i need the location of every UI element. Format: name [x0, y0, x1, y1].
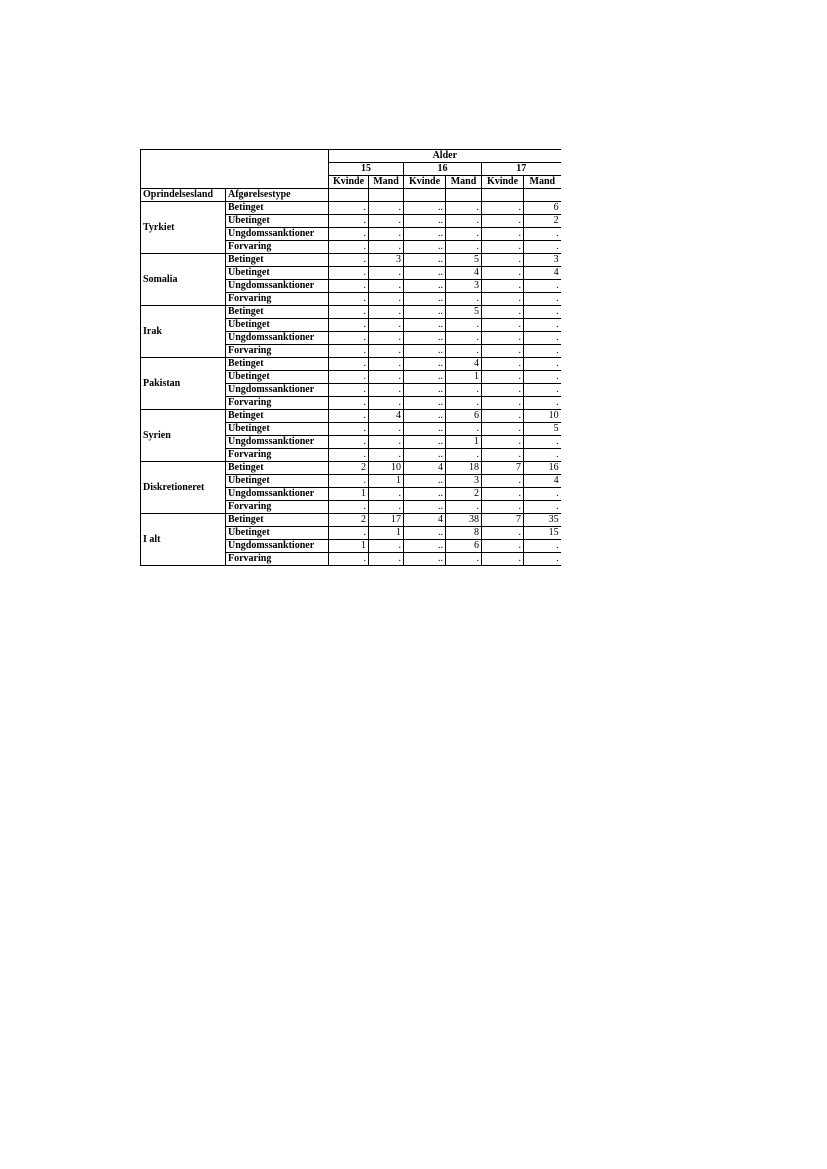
value-cell: .: [482, 280, 524, 293]
value-cell: .: [524, 371, 561, 384]
value-cell: .: [482, 410, 524, 423]
value-cell: .: [482, 475, 524, 488]
value-cell: .: [369, 306, 404, 319]
value-cell: .: [329, 254, 369, 267]
value-cell: ..: [404, 267, 446, 280]
value-cell: .: [329, 384, 369, 397]
decision-type-label: Betinget: [226, 514, 329, 527]
header-empty: [446, 189, 482, 202]
value-cell: .: [329, 306, 369, 319]
value-cell: .: [446, 384, 482, 397]
value-cell: .: [446, 553, 482, 566]
value-cell: ..: [404, 540, 446, 553]
value-cell: .: [524, 358, 561, 371]
value-cell: 2: [446, 488, 482, 501]
decision-type-label: Forvaring: [226, 553, 329, 566]
value-cell: .: [329, 345, 369, 358]
header-sex: Mand: [369, 176, 404, 189]
value-cell: .: [524, 306, 561, 319]
header-alder: Alder: [329, 150, 561, 163]
value-cell: .: [369, 553, 404, 566]
value-cell: .: [482, 345, 524, 358]
value-cell: 7: [482, 514, 524, 527]
header-sex: Mand: [446, 176, 482, 189]
decision-type-label: Ungdomssanktioner: [226, 332, 329, 345]
value-cell: .: [524, 319, 561, 332]
value-cell: ..: [404, 345, 446, 358]
value-cell: .: [482, 553, 524, 566]
value-cell: .: [329, 241, 369, 254]
value-cell: ..: [404, 215, 446, 228]
value-cell: 4: [524, 267, 561, 280]
header-country-column: Oprindelsesland: [141, 189, 226, 202]
decision-type-label: Ungdomssanktioner: [226, 436, 329, 449]
table-header: [141, 150, 561, 202]
value-cell: .: [369, 371, 404, 384]
value-cell: .: [446, 397, 482, 410]
value-cell: ..: [404, 423, 446, 436]
decision-type-label: Forvaring: [226, 293, 329, 306]
value-cell: 4: [446, 358, 482, 371]
decision-type-label: Ubetinget: [226, 267, 329, 280]
country-label: Irak: [141, 306, 226, 358]
value-cell: .: [482, 293, 524, 306]
value-cell: 4: [524, 475, 561, 488]
value-cell: .: [524, 332, 561, 345]
value-cell: .: [369, 345, 404, 358]
country-label: Pakistan: [141, 358, 226, 410]
value-cell: .: [482, 267, 524, 280]
decision-type-label: Ungdomssanktioner: [226, 540, 329, 553]
value-cell: ..: [404, 306, 446, 319]
value-cell: ..: [404, 293, 446, 306]
value-cell: 4: [446, 267, 482, 280]
value-cell: .: [524, 540, 561, 553]
country-label: I alt: [141, 514, 226, 566]
value-cell: 35: [524, 514, 561, 527]
decision-type-label: Betinget: [226, 202, 329, 215]
value-cell: .: [369, 319, 404, 332]
value-cell: 2: [329, 514, 369, 527]
value-cell: .: [482, 215, 524, 228]
decision-type-label: Ubetinget: [226, 475, 329, 488]
value-cell: .: [369, 202, 404, 215]
value-cell: ..: [404, 488, 446, 501]
value-cell: .: [369, 228, 404, 241]
value-cell: ..: [404, 527, 446, 540]
value-cell: .: [329, 423, 369, 436]
value-cell: 6: [446, 410, 482, 423]
value-cell: .: [369, 423, 404, 436]
header-type-column: Afgørelsestype: [226, 189, 329, 202]
value-cell: ..: [404, 449, 446, 462]
value-cell: 10: [369, 462, 404, 475]
value-cell: .: [524, 384, 561, 397]
value-cell: .: [482, 371, 524, 384]
value-cell: ..: [404, 332, 446, 345]
value-cell: .: [329, 475, 369, 488]
table-row: [141, 410, 561, 423]
header-age-16: 16: [404, 163, 482, 176]
statistics-table: [140, 149, 561, 566]
value-cell: ..: [404, 501, 446, 514]
value-cell: ..: [404, 553, 446, 566]
decision-type-label: Ubetinget: [226, 527, 329, 540]
header-empty: [329, 189, 369, 202]
table-row: [141, 358, 561, 371]
value-cell: .: [524, 228, 561, 241]
decision-type-label: Forvaring: [226, 501, 329, 514]
value-cell: 3: [446, 280, 482, 293]
value-cell: .: [369, 488, 404, 501]
value-cell: 5: [524, 423, 561, 436]
value-cell: .: [524, 345, 561, 358]
value-cell: .: [369, 332, 404, 345]
value-cell: .: [369, 436, 404, 449]
value-cell: .: [482, 527, 524, 540]
value-cell: .: [329, 215, 369, 228]
value-cell: .: [482, 449, 524, 462]
value-cell: .: [482, 397, 524, 410]
value-cell: .: [446, 202, 482, 215]
header-blank-cell: [141, 150, 329, 189]
value-cell: 4: [404, 462, 446, 475]
value-cell: .: [369, 241, 404, 254]
value-cell: .: [446, 215, 482, 228]
value-cell: .: [446, 501, 482, 514]
value-cell: ..: [404, 241, 446, 254]
header-empty: [404, 189, 446, 202]
value-cell: .: [329, 397, 369, 410]
value-cell: ..: [404, 280, 446, 293]
country-label: Syrien: [141, 410, 226, 462]
value-cell: .: [446, 228, 482, 241]
value-cell: .: [329, 501, 369, 514]
header-empty: [524, 189, 561, 202]
value-cell: .: [524, 397, 561, 410]
value-cell: 3: [369, 254, 404, 267]
value-cell: 5: [446, 254, 482, 267]
value-cell: .: [329, 410, 369, 423]
value-cell: .: [524, 501, 561, 514]
header-sex: Kvinde: [482, 176, 524, 189]
value-cell: 1: [446, 436, 482, 449]
header-age-17: 17: [482, 163, 561, 176]
value-cell: 17: [369, 514, 404, 527]
value-cell: .: [329, 202, 369, 215]
value-cell: .: [369, 215, 404, 228]
value-cell: .: [482, 306, 524, 319]
decision-type-label: Ungdomssanktioner: [226, 228, 329, 241]
value-cell: .: [482, 501, 524, 514]
value-cell: .: [329, 267, 369, 280]
value-cell: .: [329, 358, 369, 371]
value-cell: .: [329, 371, 369, 384]
value-cell: 6: [446, 540, 482, 553]
table-row: [141, 462, 561, 475]
value-cell: 4: [404, 514, 446, 527]
country-label: Diskretioneret: [141, 462, 226, 514]
country-label: Somalia: [141, 254, 226, 306]
value-cell: 18: [446, 462, 482, 475]
value-cell: .: [329, 527, 369, 540]
decision-type-label: Ubetinget: [226, 423, 329, 436]
table-row: [141, 254, 561, 267]
value-cell: .: [482, 384, 524, 397]
table-row: [141, 202, 561, 215]
decision-type-label: Betinget: [226, 254, 329, 267]
value-cell: .: [524, 553, 561, 566]
value-cell: .: [482, 423, 524, 436]
value-cell: .: [482, 332, 524, 345]
decision-type-label: Forvaring: [226, 345, 329, 358]
value-cell: ..: [404, 319, 446, 332]
value-cell: 15: [524, 527, 561, 540]
value-cell: .: [524, 241, 561, 254]
value-cell: ..: [404, 228, 446, 241]
value-cell: ..: [404, 436, 446, 449]
value-cell: .: [329, 449, 369, 462]
value-cell: .: [329, 280, 369, 293]
header-sex: Kvinde: [404, 176, 446, 189]
value-cell: ..: [404, 371, 446, 384]
decision-type-label: Ungdomssanktioner: [226, 280, 329, 293]
value-cell: .: [329, 553, 369, 566]
value-cell: .: [369, 449, 404, 462]
value-cell: .: [329, 293, 369, 306]
header-empty: [482, 189, 524, 202]
decision-type-label: Forvaring: [226, 397, 329, 410]
decision-type-label: Ubetinget: [226, 215, 329, 228]
decision-type-label: Betinget: [226, 410, 329, 423]
value-cell: ..: [404, 358, 446, 371]
value-cell: 2: [329, 462, 369, 475]
value-cell: 38: [446, 514, 482, 527]
decision-type-label: Forvaring: [226, 449, 329, 462]
header-age-15: 15: [329, 163, 404, 176]
value-cell: 1: [329, 488, 369, 501]
decision-type-label: Ungdomssanktioner: [226, 384, 329, 397]
value-cell: .: [482, 488, 524, 501]
value-cell: .: [524, 449, 561, 462]
value-cell: .: [524, 280, 561, 293]
decision-type-label: Betinget: [226, 462, 329, 475]
header-sex: Mand: [524, 176, 561, 189]
value-cell: .: [369, 501, 404, 514]
value-cell: 16: [524, 462, 561, 475]
value-cell: .: [446, 345, 482, 358]
value-cell: 1: [369, 475, 404, 488]
value-cell: ..: [404, 202, 446, 215]
value-cell: 1: [446, 371, 482, 384]
value-cell: .: [482, 241, 524, 254]
value-cell: .: [482, 436, 524, 449]
decision-type-label: Ubetinget: [226, 371, 329, 384]
value-cell: .: [369, 397, 404, 410]
value-cell: .: [524, 488, 561, 501]
table-row: [141, 514, 561, 527]
value-cell: 2: [524, 215, 561, 228]
value-cell: .: [369, 384, 404, 397]
value-cell: 1: [369, 527, 404, 540]
value-cell: ..: [404, 384, 446, 397]
value-cell: 6: [524, 202, 561, 215]
value-cell: .: [524, 436, 561, 449]
value-cell: 7: [482, 462, 524, 475]
value-cell: 3: [524, 254, 561, 267]
table-body: [141, 202, 561, 566]
value-cell: 4: [369, 410, 404, 423]
value-cell: .: [482, 254, 524, 267]
value-cell: .: [482, 202, 524, 215]
decision-type-label: Ubetinget: [226, 319, 329, 332]
country-label: Tyrkiet: [141, 202, 226, 254]
value-cell: .: [524, 293, 561, 306]
table-row: [141, 306, 561, 319]
decision-type-label: Betinget: [226, 306, 329, 319]
value-cell: .: [369, 267, 404, 280]
value-cell: 1: [329, 540, 369, 553]
value-cell: ..: [404, 410, 446, 423]
value-cell: .: [329, 228, 369, 241]
value-cell: .: [482, 319, 524, 332]
value-cell: .: [446, 449, 482, 462]
header-sex: Kvinde: [329, 176, 369, 189]
value-cell: 10: [524, 410, 561, 423]
value-cell: .: [329, 332, 369, 345]
value-cell: .: [446, 319, 482, 332]
value-cell: .: [482, 540, 524, 553]
header-empty: [369, 189, 404, 202]
value-cell: ..: [404, 397, 446, 410]
decision-type-label: Ungdomssanktioner: [226, 488, 329, 501]
value-cell: 3: [446, 475, 482, 488]
value-cell: .: [329, 319, 369, 332]
value-cell: ..: [404, 475, 446, 488]
value-cell: .: [369, 540, 404, 553]
decision-type-label: Betinget: [226, 358, 329, 371]
decision-type-label: Forvaring: [226, 241, 329, 254]
value-cell: .: [446, 423, 482, 436]
value-cell: .: [446, 293, 482, 306]
value-cell: 5: [446, 306, 482, 319]
value-cell: .: [329, 436, 369, 449]
value-cell: .: [369, 358, 404, 371]
value-cell: .: [482, 228, 524, 241]
value-cell: .: [369, 293, 404, 306]
value-cell: ..: [404, 254, 446, 267]
value-cell: .: [482, 358, 524, 371]
value-cell: .: [369, 280, 404, 293]
value-cell: .: [446, 332, 482, 345]
value-cell: 8: [446, 527, 482, 540]
value-cell: .: [446, 241, 482, 254]
